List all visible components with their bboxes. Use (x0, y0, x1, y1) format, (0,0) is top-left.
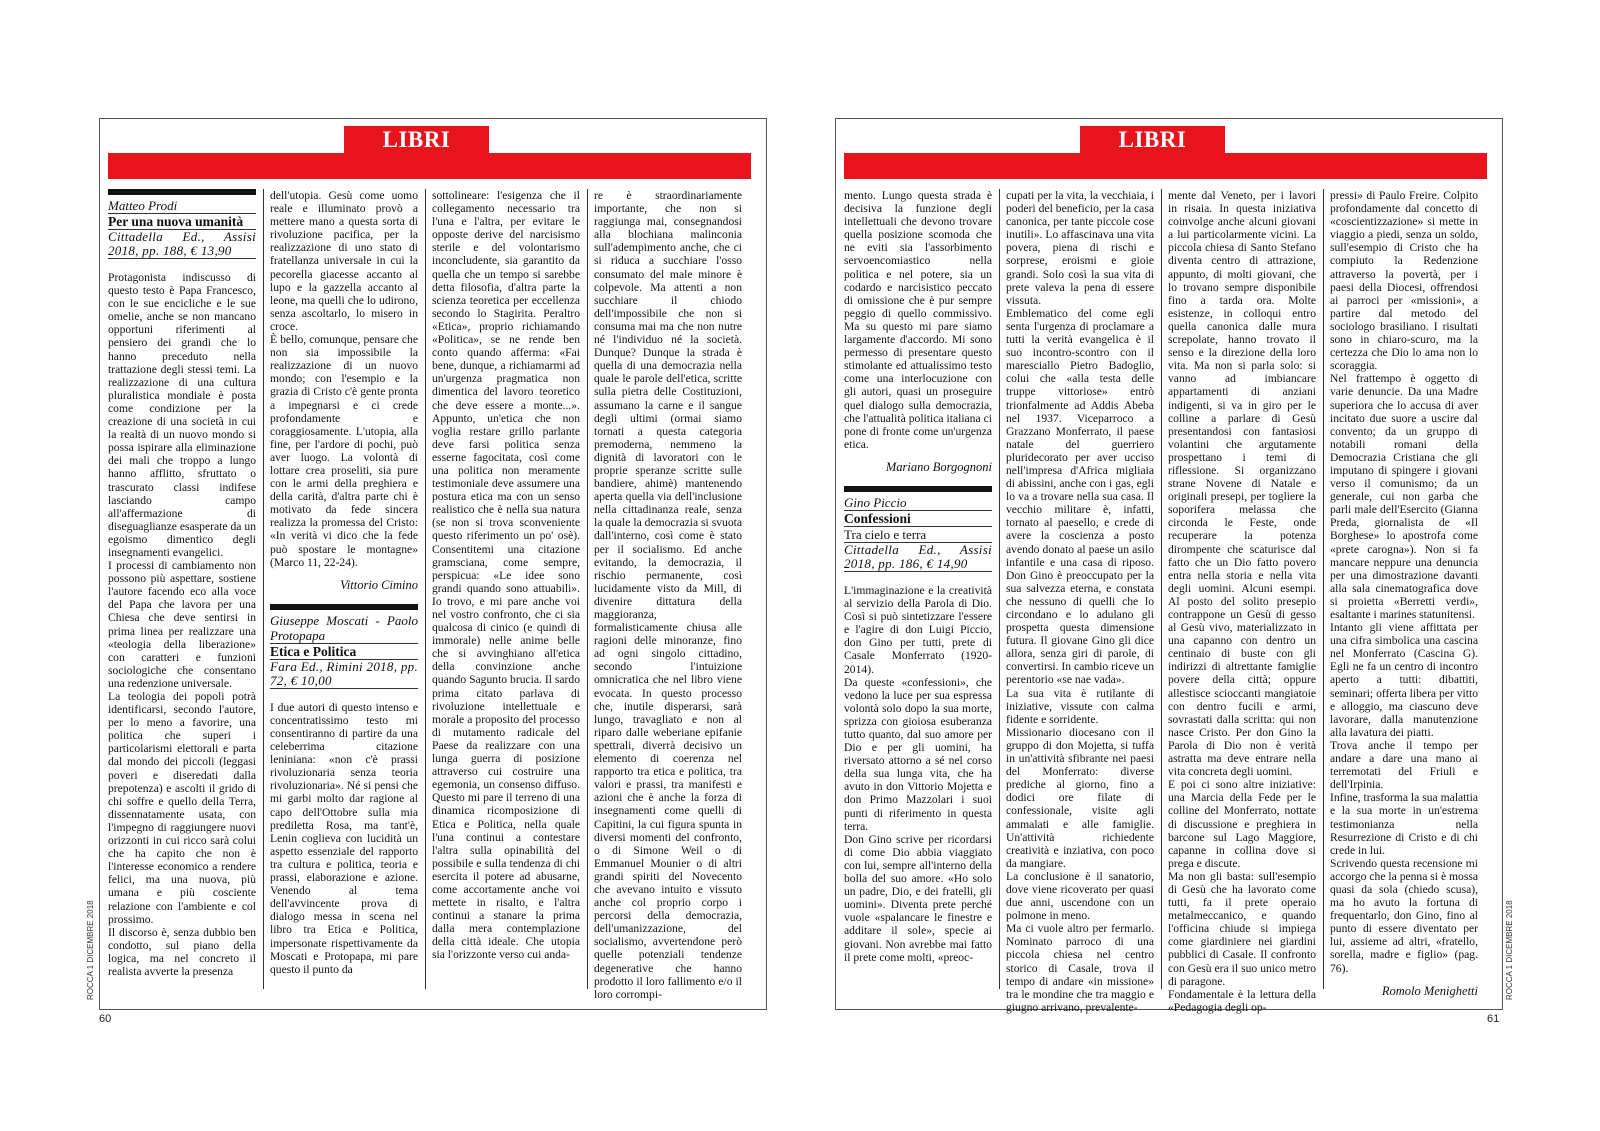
review-text: pressi» di Paulo Freire. Colpito profondamente dal concetto di «coscientizzazione» si mette in viaggio a piedi, senza un soldo, sull'esempio di Cristo che ha compiuto la Redenzione attraverso la povertà, per i paesi della Diocesi, offrendosi ai parroci per «missioni», a partire dal metodo del sociologo brasiliano. I risultati sono in chiaro-scuro, ma la certezza che Dio lo ama non lo scoraggia. Nel frattempo è oggetto di varie denuncie. Da una Madre superiora che lo accusa di aver incitato due suore a uscire dal convento; da un gruppo di notabili romani della Democrazia Cristiana che gli imputano di spingere i giovani verso il comunismo; da un generale, cui non garba che parli male dell'Esercito (Gianna Preda, giornalista de «Il Borghese» lo apostrofa come «prete carogna»). Non si fa mancare neppure una denuncia per una dimostrazione davanti alla sala cinematografica dove si proietta «Berretti verdi», esaltante i marines statunitensi. Intanto gli viene affittata per una cifra simbolica una cascina nel Monferrato (Cascina G). Egli ne fa un centro di incontro aperto a tutti: dibattiti, seminari; offerta libera per vitto e alloggio, ma ciascuno deve lavorare, dalla manutenzione alla lavatura dei piatti. Trova anche il tempo per andare a dare una mano ai terremotati del Friuli e dell'Irpinia. Infine, trasforma la sua malattia e la sua morte in un'estrema testimonianza nella Resurrezione di Cristo e di chi crede in lui. Scrivendo questa recensione mi accorgo che la penna si è mossa quasi da sola (chiedo scusa), ma ho avuto la fortuna di frequentarlo, don Gino, fino al punto di essere diventato per lui, assieme ad altri, «fratello, sorella, madre e figlio» (pag. 76). (1330, 189, 1478, 975)
left-page (99, 118, 767, 1010)
review-text: Protagonista indiscusso di questo testo è Papa Francesco, con le sue encicliche e le sue omelie, anche se non mancano opportuni riferimenti al pensiero dei grandi che lo hanno preceduto nella trattazione degli stessi temi. La realizzazione di una cultura pluralistica mondiale è posta come condizione per la creazione di una società in cui la realtà di un nuovo mondo si possa ispirare alla eliminazione dei mali che troppo a lungo hanno afflitto, sfruttato o trascurato classi indifese lasciando campo all'affermazione di diseguaglianze esasperate da un egoismo dimentico degli insegnamenti evangelici. I processi di cambiamento non possono più aspettare, sostiene l'autore facendo eco alla voce del Papa che lavora per una Chiesa che deve sentirsi in prima linea per realizzare una «teologia della liberazione» con caratteri e funzioni sociologiche che consentano una redenzione universale. La teologia dei popoli potrà identificarsi, secondo l'autore, per lo meno a favorire, una politica che superi i particolarismi elettorali e parta dal mondo dei piccoli (leggasi poveri e diseredati dalla prepotenza) e ascolti il grido di chi soffre e quello della Terra, dissennatamente usata, con l'impegno di raggiungere nuovi orizzonti in cui ricco sarà colui che ha capito che non è l'interesse economico a rendere felici, ma una nuova, più umana e più cosciente relazione con l'ambiente e col prossimo. Il discorso è, senza dubbio ben condotto, sul piano della logica, ma nel concreto il realista avverte la presenza (108, 271, 256, 978)
book-author: Matteo Prodi (108, 198, 256, 214)
review-text: sottolineare: l'esigenza che il collegamento necessario tra l'una e l'altra, per evitare le opposte derive del narcisismo sterile e del volontarismo inconcludente, sia garantito da quella che un tempo si sarebbe detta filosofia, d'altra parte la scienza teoretica per eccellenza secondo lo Stagirita. Peraltro «Etica», proprio richiamando «Politica», se ne rende ben conto quando afferma: «Fai bene, dunque, a richiamarmi ad un'urgenza pragmatica non dimentica del lavoro teoretico che deve essere a monte...». Appunto, un'etica che non voglia restare grillo parlante deve farsi politica senza esserne fagocitata, così come una politica non meramente testimoniale deve assumere una postura etica ma con un senso realistico che è nella sua natura (se non si trova sconveniente questo riferimento un po' osè). Consentitemi una citazione gramsciana, come sempre, perspicua: «Le idee sono grandi quando sono attuabili». Io trovo, e mi pare anche voi nel vostro confronto, che ci sia qualcosa di cinico (e quindi di immorale) nelle anime belle che si avvinghiano all'etica della convinzione anche quando Sagunto brucia. Il sardo prima citato parlava di rivoluzione intellettuale e morale a proposito del processo di mutamento radicale del Paese da realizzare con una lunga guerra di posizione attraverso cui costruire una egemonia, un consenso diffuso. Questo mi pare il terreno di una dinamica ricomposizione di Etica e Politica, nella quale l'una continui a contestare l'altra sulla opinabilità del possibile e sulla tendenza di chi esercita il potere ad abusarne, come accortamente anche voi mettete in risalto, e l'altra continui a stanare la prima dalla mera contemplazione della città ideale. Che utopia sia l'orizzonte verso cui anda- (432, 189, 580, 962)
section-band-left (108, 153, 344, 179)
section-band-right (1225, 153, 1487, 179)
section-banner (344, 126, 489, 179)
review-signature: Mariano Borgognoni (885, 459, 992, 474)
book-publisher: Cittadella Ed., Assisi 2018, pp. 186, € 14,90 (844, 541, 992, 571)
section-title: LIBRI (1118, 127, 1187, 152)
column-divider (1323, 189, 1324, 989)
book-author: Giuseppe Moscati - Paolo Protopapa (270, 612, 418, 643)
column-2 (270, 189, 418, 989)
review-text: dell'utopia. Gesù come uomo reale e illuminato provò a mettere mano a questa sorta di rivoluzione pacifica, per la realizzazione di uno stato di fratellanza universale in cui la pecorella giacesse accanto al lupo e la gazzella accanto al leone, ma quelli che lo udirono, senza ascoltarlo, lo misero in croce. È bello, comunque, pensare che non sia impossibile la realizzazione di un nuovo mondo; con l'esempio e la grazia di Cristo c'è gente pronta a impegnarsi e ci crede profondamente e coraggiosamente. L'utopia, alla fine, per l'ardore di pochi, può aver luogo. La volontà di lottare crea proseliti, sia pure con le armi della preghiera e della carità, d'altra parte chi è motivato da fede sincera realizza la promessa del Cristo: «In verità vi dico che la fede può spostare le montagne» (Marco 11, 22-24). (270, 189, 418, 569)
column-1 (108, 189, 256, 989)
column-4 (1330, 189, 1478, 998)
footer-vertical-left: ROCCA 1 DICEMBRE 2018 (86, 900, 95, 1000)
review-text: cupati per la vita, la vecchiaia, i poderi del beneficio, per la casa canonica, per tante piccole cose inutili». Lo affascinava una vita povera, piena di rischi e sorprese, eroismi e gioie grandi. Solo così la sua vita di prete valeva la pena di essere vissuta. Emblematico del come egli senta l'urgenza di proclamare a tutti la verità evangelica è il suo incontro-scontro con il maresciallo Pietro Badoglio, colui che «alla testa delle truppe vittoriose» entrò trionfalmente ad Addis Abeba nel 1937. Viceparroco a Grazzano Monferrato, il paese natale del guerriero pluridecorato per aver ucciso nell'impresa d'Africa migliaia di abissini, anche con i gas, egli lo va a trovare nella sua casa. Il vecchio militare è, infatti, tornato al paesello, e crede di avere la coscienza a posto avendo donato al paese un asilo infantile e una casa di riposo. Don Gino è preoccupato per la sua salvezza eterna, e constata che nessuno di quelli che lo circondano e lo adulano gli prospetta questa dimensione futura. Il giovane Gino gli dice allora, senza giri di parole, di convertirsi. In cambio riceve un perentorio «se nae vada». La sua vita è rutilante di iniziative, vissute con calma fidente e sorridente. Missionario diocesano con il gruppo di don Mojetta, si tuffa in un'attività sfibrante nei paesi del Monferrato: diverse prediche al giorno, fino a dodici ore filate di confessionale, visite agli ammalati e alle famiglie. Un'attività richiedente creatività e inziativa, con poco da mangiare. La conclusione è il sanatorio, dove viene ricoverato per quasi due anni, uscendone con un polmone in meno. Ma ci vuole altro per fermarlo. Nominato parroco di una piccola chiesa nel centro storico di Casale, trova il tempo di andare «in missione» tra le mondine che tra maggio e giugno arrivano, prevalente- (1006, 189, 1154, 1014)
review-signature: Vittorio Cimino (340, 577, 418, 592)
review-text: mento. Lungo questa strada è decisiva la funzione degli intellettuali che devono trovare quella posizione scomoda che ne eviti sia l'assorbimento servoencomiastico nella politica e nel potere, sia un codardo e narcisistico peccato di omissione che è pur sempre peggio di quello commissivo. Ma su questo mi pare siamo largamente d'accordo. Mi sono permesso di presentare questo stimolante ed attualissimo testo come una interlocuzione con gli autori, quasi un proseguire quel dialogo sulla democrazia, che l'attualità politica italiana ci pone di fronte come un'urgenza etica. (844, 189, 992, 451)
section-band-right (489, 153, 751, 179)
review-text: L'immaginazione e la creatività al servizio della Parola di Dio. Così si può sintetizzare l'essere e l'agire di don Luigi Piccio, don Gino per tutti, prete di Casale Monferrato (1920-2014). Da queste «confessioni», che vedono la luce per sua espressa volontà solo dopo la sua morte, sprizza con gioiosa esuberanza tutto quanto, dal suo amore per Dio e per gli uomini, ha riversato attorno a sé nel corso della sua lunga vita, che ha avuto in don Vittorio Mojetta e don Primo Mazzolari i suoi punti di riferimento in questa terra. Don Gino scrive per ricordarsi di come Dio abbia viaggiato con lui, sempre all'interno della bolla del suo amore. «Ho solo un padre, Dio, e dei fratelli, gli uomini». Diventa prete perché vuole «spalancare le finestre e additare il sole», specie ai giovani. Non avrebbe mai fatto il prete come molti, «preoc- (844, 583, 992, 964)
right-page (835, 118, 1503, 1014)
page-number-right: 61 (1487, 1013, 1500, 1025)
column-divider (999, 189, 1000, 989)
book-author: Gino Piccio (844, 495, 992, 511)
section-band-left (844, 153, 1080, 179)
book-title: Etica e Politica (270, 644, 418, 660)
section-title: LIBRI (382, 127, 451, 152)
section-banner (1080, 126, 1225, 179)
book-subtitle: Tra cielo e terra (844, 527, 992, 543)
column-3 (432, 189, 580, 989)
book-title: Per una nuova umanità (108, 214, 256, 230)
review-signature: Romolo Menighetti (1381, 983, 1478, 998)
footer-vertical-right: ROCCA 1 DICEMBRE 2018 (1505, 900, 1514, 1000)
column-divider (263, 189, 264, 989)
column-divider (425, 189, 426, 989)
book-publisher: Fara Ed., Rimini 2018, pp. 72, € 10,00 (270, 658, 418, 688)
column-3 (1168, 189, 1316, 1014)
column-4 (594, 189, 742, 1001)
column-2 (1006, 189, 1154, 1014)
book-publisher: Cittadella Ed., Assisi 2018, pp. 188, € 13,90 (108, 229, 256, 258)
article-columns (108, 189, 758, 1001)
article-columns (844, 189, 1494, 1014)
review-text: mente dal Veneto, per i lavori in risaia. In questa iniziativa coinvolge anche alcuni giovani a lui particolarmente vicini. La piccola chiesa di Santo Stefano diventa centro di attrazione, appunto, di molti giovani, che lo trovano sempre disponibile fino a tarda ora. Molte esistenze, in colloqui entro quella canonica dalle mura screpolate, hanno trovato il senso e la direzione della loro vita. Ma non si parla solo: si vanno ad imbiancare appartamenti di anziani indigenti, si va in giro per le colline a parlare di Gesù presentandosi con fantasiosi volantini che argutamente prospettano i temi di riflessione. Si organizzano strane Novene di Natale e originali presepi, per togliere la soporifera melassa che circonda le Feste, onde recuperare la potenza dirompente che scaturisce dal fatto che un Dio fatto povero entra nella storia e nella vita degli uomini. Alcuni esempi. Al posto del solito presepio contrappone un Gesù di gesso al Gesù vivo, materializzato in una capanno con dentro un centinaio di buste con gli indirizzi di altrettante famiglie povere della città; oppure allestisce scioccanti mangiatoie con dentro fucili e armi, sovrastati dalla scritta: qui non nasce Cristo. Per don Gino la Parola di Dio non è verità astratta ma deve entrare nella vita concreta degli uomini. E poi ci sono altre iniziative: una Marcia della Fede per le colline del Monferrato, nottate di discussione e preghiera in barcone sul Lago Maggiore, capanne in collina dove si prega e discute. Ma non gli basta: sull'esempio di Gesù che ha lavorato come tutti, fa il prete operaio metalmeccanico, e quando l'officina chiude si impiega come giardiniere nei giardini pubblici di Casale. Il confronto con Gesù era il suo unico metro di paragone. Fondamentale è la lettura della «Pedagogia degli op- (1168, 189, 1316, 1014)
column-1 (844, 189, 992, 989)
review-rule (270, 604, 418, 610)
review-rule (108, 189, 256, 195)
column-divider (587, 189, 588, 989)
review-text: re è straordinariamente importante, che non si raggiunga mai, consegnandosi alla blochiana malinconia sull'adempimento anche, che ci si riduca a succhiare l'osso consumato del male minore è colpevole. Ma attenti a non succhiare il chiodo dell'impossibile che non si consuma mai ma che non nutre né l'individuo né la società. Dunque? Dunque la strada è quella di una democrazia nella quale le parole dell'etica, scritte sulla pietra delle Costituzioni, assumano la carne e il sangue degli ultimi (ormai siamo tornati a questa categoria premoderna, nemmeno la dignità di lavoratori con le proprie speranze scritte sulle bandiere, ahimè) mantenendo aperta quella via dell'inclusione nella cittadinanza reale, senza la quale la democrazia si svuota dall'interno, così come è stato per il socialismo. Ed anche evitando, la democrazia, il rischio permanente, così lucidamente visto da Mill, di divenire dittatura della maggioranza, formalisticamente chiusa alle ragioni delle minoranze, fino ad ogni singolo cittadino, secondo l'intuizione omnicratica che nel libro viene evocata. In questo processo che, inutile disperarsi, sarà lungo, travagliato e non al riparo dalle weberiane epifanie spettrali, diverrà decisivo un elemento di coerenza nel rapporto tra etica e politica, tra valori e prassi, tra manifesti e azioni che è anche la forza di insegnamenti come quelli di Capitini, la cui figura spunta in diversi momenti del confronto, o di Simone Weil o di Emmanuel Mounier o di altri grandi spiriti del Novecento che avevano intuito e vissuto anche col proprio corpo i percorsi della democrazia, dell'umanizzazione, del socialismo, avvertendone però quelle potenziali tendenze degenerative che hanno prodotto il loro fallimento e/o il loro corrompi- (594, 189, 742, 1001)
review-rule (844, 486, 992, 492)
column-divider (1161, 189, 1162, 989)
page-number-left: 60 (99, 1013, 112, 1025)
review-text: I due autori di questo intenso e concentratissimo testo mi consentiranno di partire da una celeberrima citazione leniniana: «non c'è prassi rivoluzionaria senza teoria rivoluzionaria». Né si pensi che mi garbi molto dar ragione al capo dell'Ottobre sulla mia prediletta Rosa, ma tant'è, Lenin coglieva con lucidità un aspetto essenziale del rapporto tra cultura e politica, teoria e prassi, elaborazione e azione. Venendo al tema dell'avvincente prova di dialogo messa in scena nel libro tra Etica e Politica, impersonate rispettivamente da Moscati e Protopapa, mi pare questo il punto da (270, 700, 418, 976)
book-title: Confessioni (844, 511, 992, 527)
